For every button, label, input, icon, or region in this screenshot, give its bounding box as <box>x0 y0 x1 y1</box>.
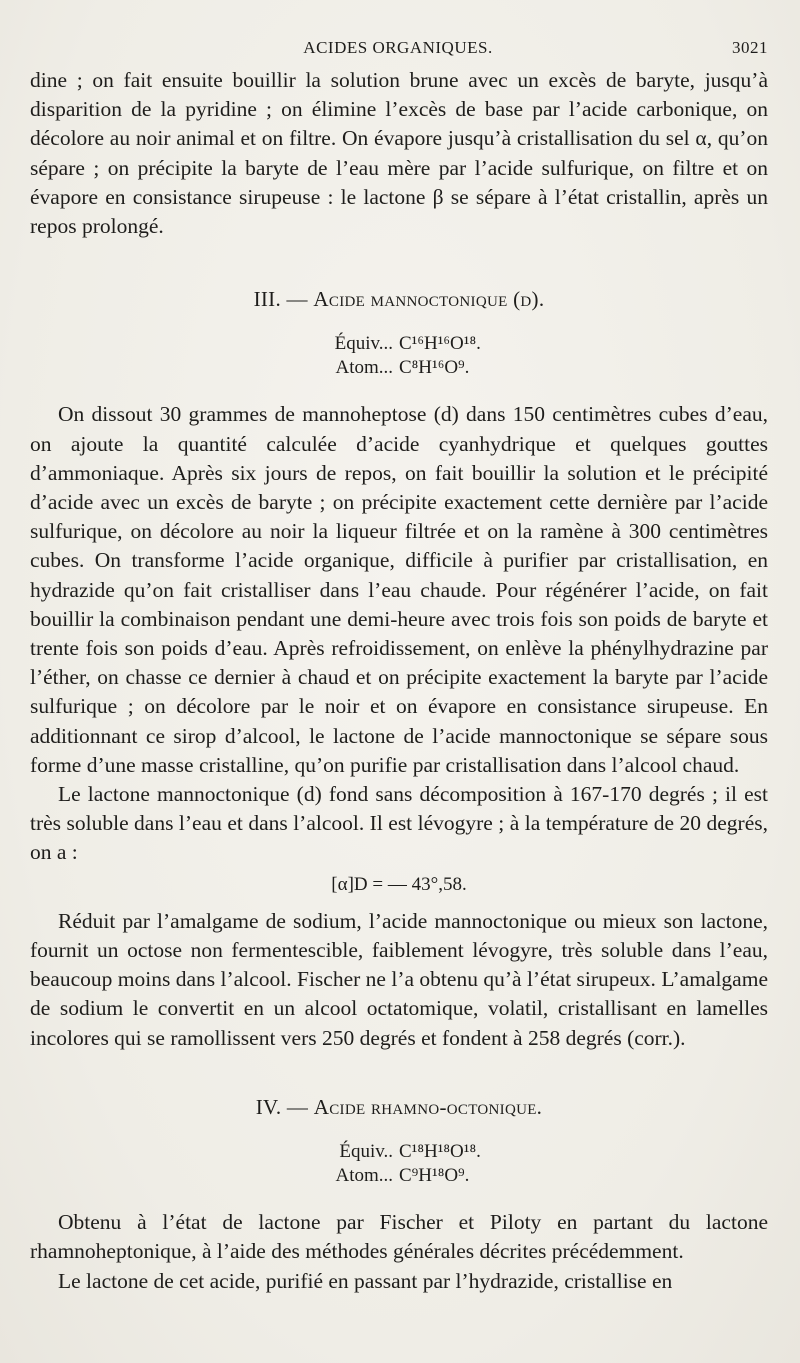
rotation-formula: [α]D = — 43°,58. <box>331 873 467 895</box>
atom-formula: C⁸H¹⁶O⁹. <box>399 357 470 379</box>
formula-block-iii <box>299 332 499 380</box>
paragraph-reduction: Réduit par l’amalgame de sodium, l’acide mannoctonique ou mieux son lactone, fournit un octose non fermentescible, faiblement lévogyre, très soluble dans l’eau, beaucoup moins dans l’alcool. Fischer ne l’a obtenu qu’à l’état sirupeux. L’amalgame de sodium le convertit en un alcool octatomique, volatil, cristallisant en lamelles incolores qui se ramollissent vers 250 degrés et fondent à 258 degrés (corr.). <box>30 908 768 1050</box>
paragraph-preparation: On dissout 30 grammes de mannoheptose (d) dans 150 centimètres cubes d’eau, on ajoute la quantité calculée d’acide cyanhydrique et quelques gouttes d’ammoniaque. Après six jours de repos, on fait bouillir la solution et le précipité d’acide avec un excès de baryte ; on précipite exactement cette dernière par l’acide sulfurique, on décolore au noir la liqueur filtrée et on la ramène à 300 centimètres cubes. On transforme l’acide organique, difficile à purifier par cristallisation, en hydrazide qu’on fait cristalliser dans l’eau chaude. Pour régénérer l’acide, on fait bouillir la combinaison pendant une demi-heure avec trois fois son poids de baryte et trente fois son poids d’eau. Après refroidissement, on enlève la phénylhydrazine par l’éther, on chasse ce dernier à chaud et on précipite exactement la baryte par l’acide sulfurique ; on décolore par le noir et on évapore en consistance sirupeuse. En additionnant ce sirop d’alcool, le lactone de l’acide mannoctonique se sépare sous forme d’une masse cristalline, qu’on purifie par cristallisation dans l’alcool chaud. <box>30 402 768 777</box>
equiv-line <box>299 1140 499 1164</box>
formula-block-iv <box>299 1140 499 1188</box>
running-header <box>28 38 768 62</box>
equiv-label: Équiv.. <box>339 1141 393 1163</box>
atom-label: Atom... <box>335 357 393 379</box>
atom-line <box>299 356 499 380</box>
paragraph-properties: Le lactone mannoctonique (d) fond sans décomposition à 167-170 degrés ; il est très soluble dans l’eau et dans l’alcool. Il est lévogyre ; à la température de 20 degrés, on a : <box>30 782 768 865</box>
equiv-formula: C¹⁶H¹⁶O¹⁸. <box>399 333 481 355</box>
section-numeral: III. — <box>253 287 314 312</box>
body-text <box>30 66 768 1296</box>
paragraph-crystallization: Le lactone de cet acide, purifié en passant par l’hydrazide, cristallise en <box>58 1268 673 1293</box>
atom-formula: C⁹H¹⁸O⁹. <box>399 1165 470 1187</box>
section-heading-iv <box>30 1093 768 1122</box>
section-title-text: Acide mannoctonique (d). <box>313 287 545 312</box>
atom-label: Atom... <box>335 1165 393 1187</box>
equiv-line <box>299 332 499 356</box>
section-title-text: Acide rhamno-octonique. <box>313 1094 543 1119</box>
equiv-formula: C¹⁸H¹⁸O¹⁸. <box>399 1141 481 1163</box>
paragraph-obtention: Obtenu à l’état de lactone par Fischer et Piloty en partant du lactone rhamnoheptonique, à l’aide des méthodes générales décrites précédemment. <box>30 1210 768 1264</box>
section-heading-iii <box>30 285 768 314</box>
running-title: ACIDES ORGANIQUES. <box>303 38 493 57</box>
page-number: 3021 <box>732 38 768 57</box>
atom-line <box>299 1164 499 1188</box>
paragraph-continuation: dine ; on fait ensuite bouillir la solution brune avec un excès de baryte, jusqu’à disparition de la pyridine ; on élimine l’excès de base par l’acide carbonique, on décolore au noir animal et on filtre. On évapore jusqu’à cristallisation du sel α, qu’on sépare ; on précipite la baryte de l’eau mère par l’acide sulfurique, on filtre et on évapore en consistance sirupeuse : le lactone β se sépare à l’état cristallin, après un repos prolongé. <box>30 68 768 239</box>
equiv-label: Équiv... <box>334 333 393 355</box>
section-numeral: IV. — <box>255 1094 314 1119</box>
